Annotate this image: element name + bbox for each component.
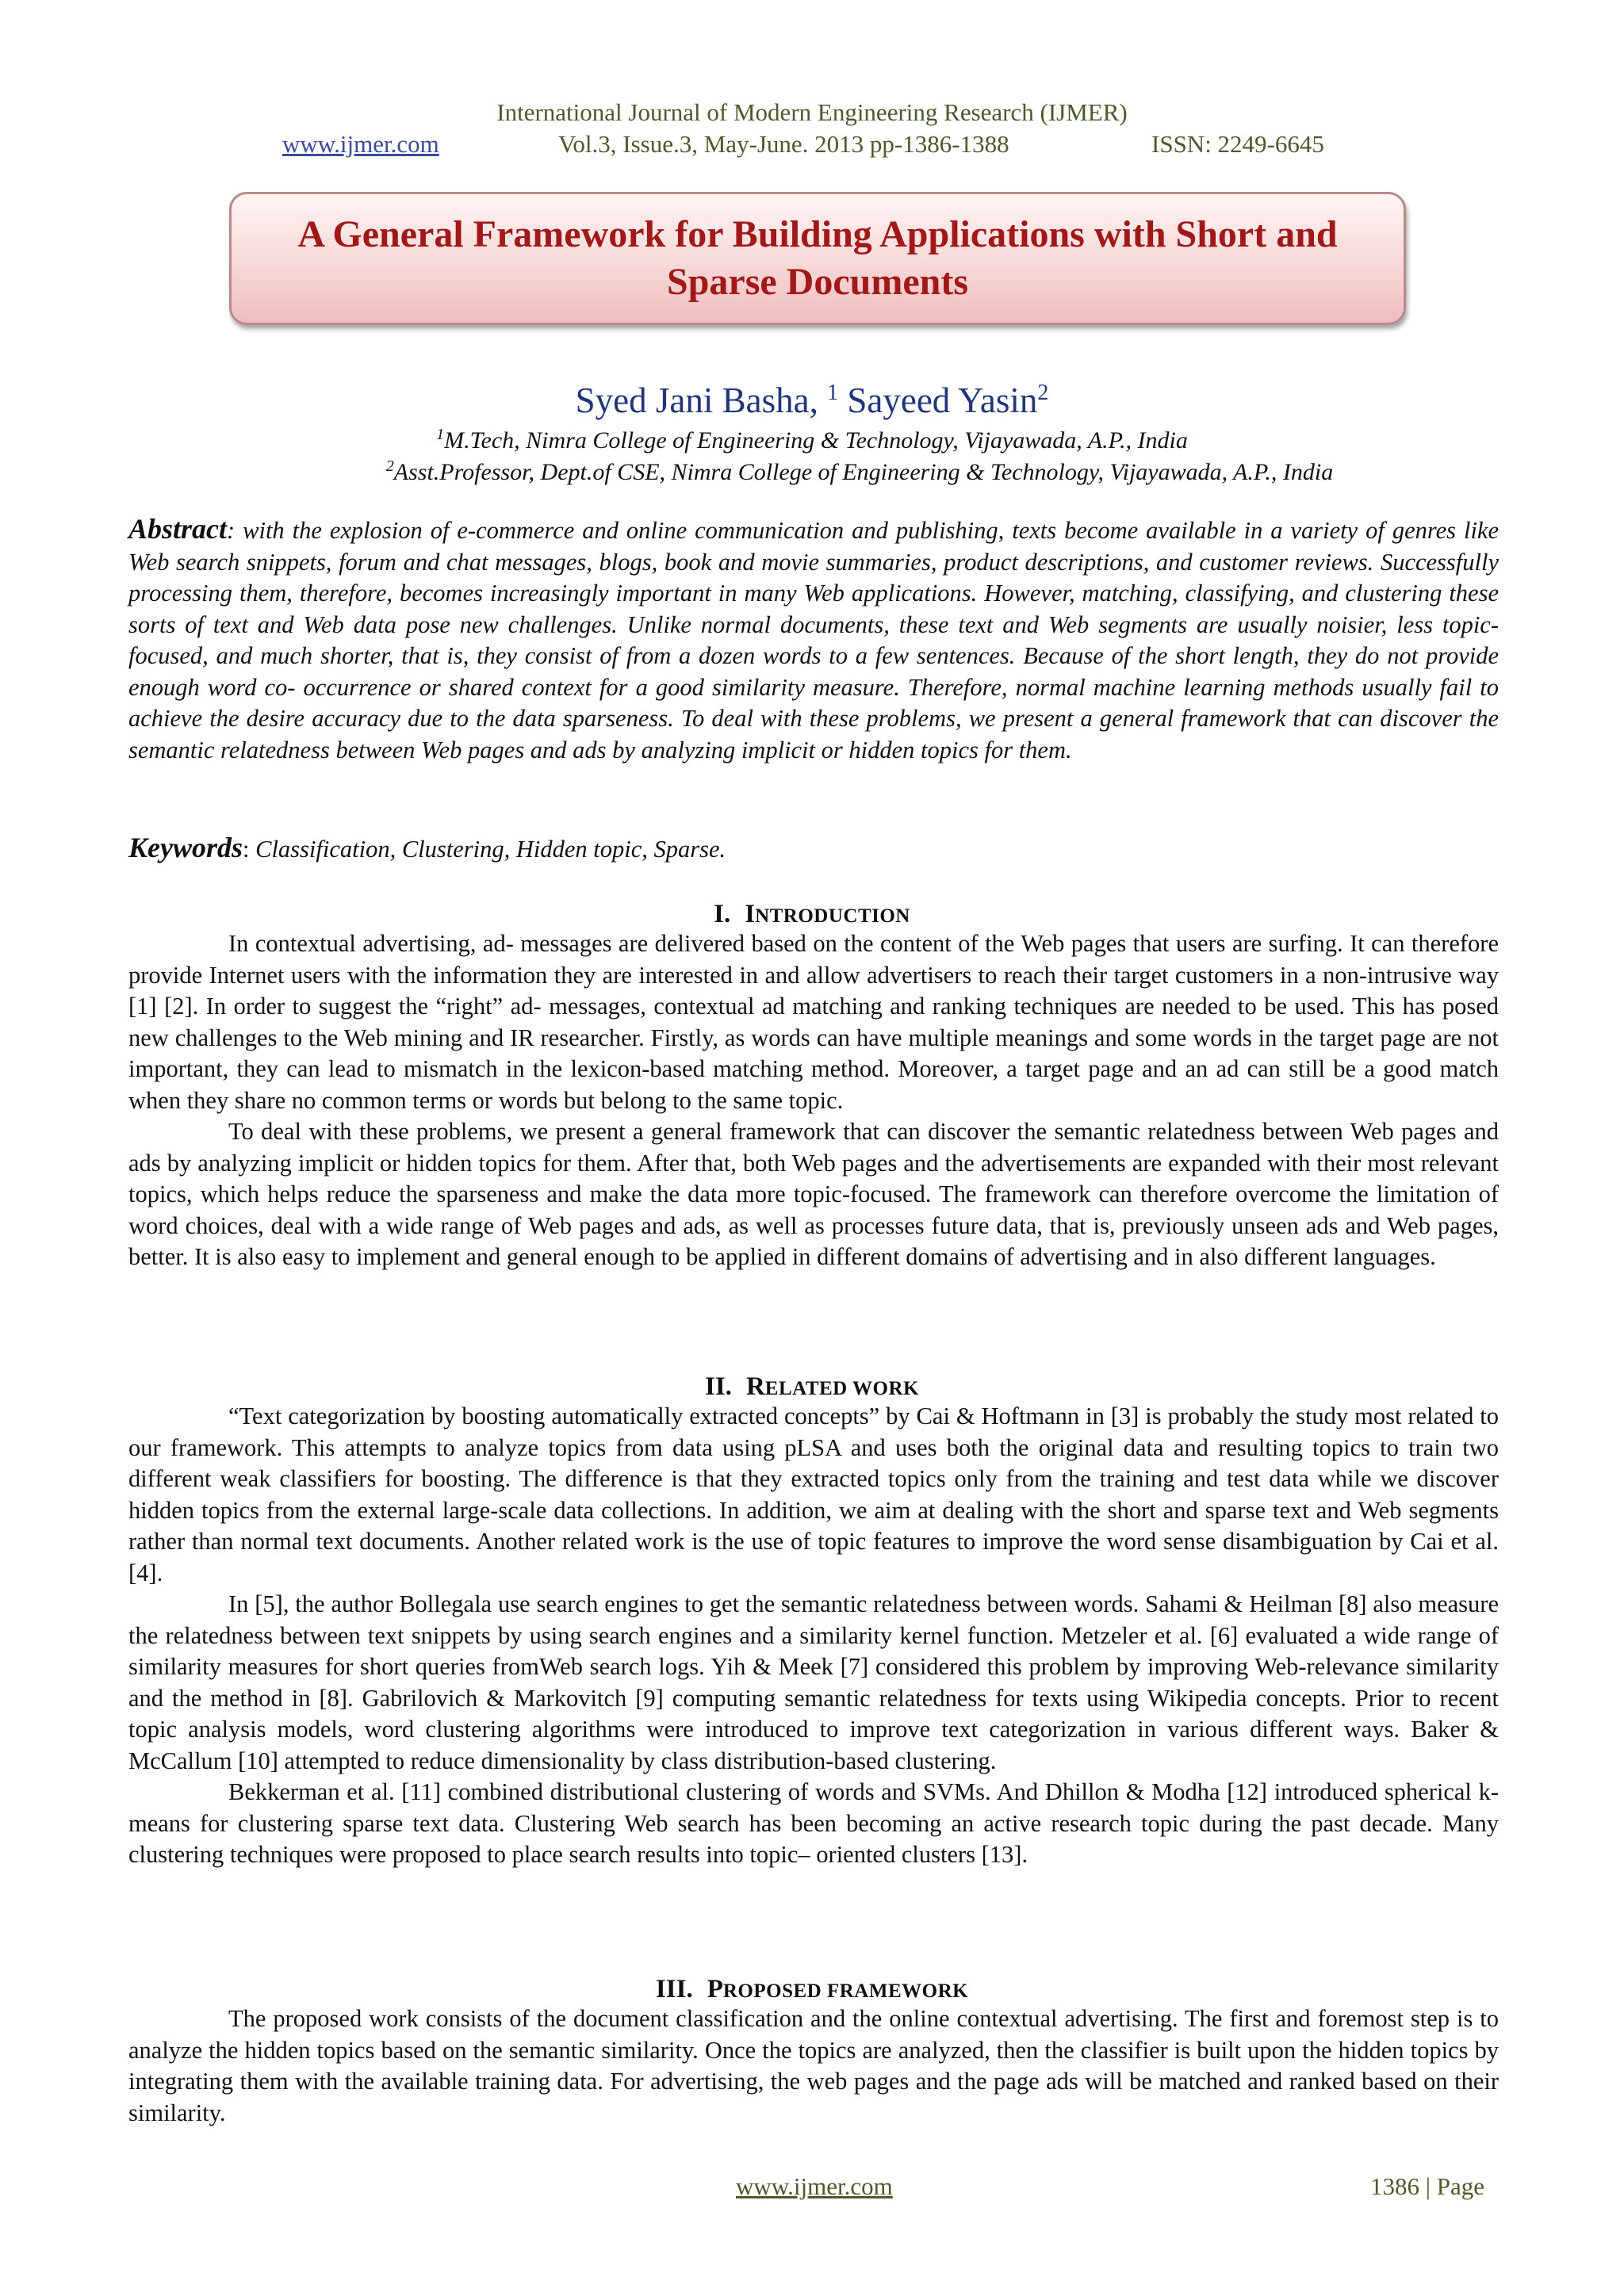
abstract-label: Abstract: [128, 513, 228, 545]
abstract: [128, 514, 1499, 766]
journal-name: International Journal of Modern Engineering Research (IJMER): [496, 98, 1128, 126]
paper-title: A General Framework for Building Applications with Short and Sparse Documents: [297, 213, 1338, 303]
section-number: I.: [714, 900, 731, 928]
affiliation-2-text: Asst.Professor, Dept.of CSE, Nimra College of Engineering & Technology, Vijayawada, A.P., India: [393, 459, 1334, 485]
keywords: [128, 832, 1499, 866]
author-1: Syed Jani Basha,: [575, 381, 818, 420]
author-2: Sayeed Yasin: [847, 381, 1038, 420]
section-number: II.: [705, 1372, 732, 1401]
section-heading-introduction: [0, 899, 1624, 932]
section-title-rest: ROPOSED FRAMEWORK: [722, 1980, 969, 2002]
affiliation-2-mark: 2: [385, 457, 394, 475]
author-2-mark: 2: [1037, 381, 1049, 405]
journal-volume: Vol.3, Issue.3, May-June. 2013 pp-1386-1388: [558, 130, 1009, 158]
section-title-initial: R: [745, 1372, 765, 1401]
paragraph: Bekkerman et al. [11] combined distributional clustering of words and SVMs. And Dhillon & Modha [12] introduced spherical k-means for clustering sparse text data. Clustering Web search has been becoming an active research topic during the past decade. Many clustering techniques were proposed to place search results into topic– oriented clusters [13].: [128, 1778, 1499, 1868]
author-1-mark: 1: [827, 381, 839, 405]
affiliation-1-mark: 1: [436, 426, 445, 443]
author-line: [0, 371, 1624, 423]
title-box: [229, 192, 1406, 325]
paragraph: To deal with these problems, we present a general framework that can discover the semantic relatedness between Web pages and ads by analyzing implicit or hidden topics for them. After that, both Web pages and the advertisements are expanded with their most relevant topics, which helps reduce the sparseness and make the data more topic-focused. The framework can therefore overcome the limitation of word choices, deal with a wide range of Web pages and ads, as well as processes future data, that is, previously unseen ads and Web pages, better. It is also easy to implement and general enough to be applied in different domains of advertising and in also different languages.: [128, 1118, 1499, 1270]
section-body-proposed-framework: [128, 2003, 1499, 2129]
keywords-separator: :: [243, 836, 256, 863]
keywords-text: Classification, Clustering, Hidden topic, Sparse.: [255, 836, 726, 863]
section-title-rest: NTRODUCTION: [755, 905, 910, 927]
footer-page-number: 1386 | Page: [1370, 2172, 1484, 2200]
section-heading-related-work: [0, 1372, 1624, 1404]
journal-meta: [0, 128, 1624, 160]
running-header: [0, 97, 1624, 160]
journal-url-link[interactable]: www.ijmer.com: [282, 130, 439, 158]
keywords-label: Keywords: [128, 832, 243, 863]
section-heading-proposed-framework: [0, 1974, 1624, 2007]
journal-issn: ISSN: 2249-6645: [1151, 130, 1324, 158]
section-body-related-work: [128, 1401, 1499, 1871]
section-title-initial: P: [707, 1975, 723, 2003]
section-body-introduction: [128, 928, 1499, 1273]
section-title-initial: I: [745, 900, 756, 928]
paragraph: In contextual advertising, ad- messages are delivered based on the content of the Web pages that users are surfing. It can therefore provide Internet users with the information they are interested in and allow advertisers to reach their target customers in a non-intrusive way [1] [2]. In order to suggest the “right” ad- messages, contextual ad matching and ranking techniques are needed to be used. This has posed new challenges to the Web mining and IR researcher. Firstly, as words can have multiple meanings and some words in the target page are not important, they can lead to mismatch in the lexicon-based matching method. Moreover, a target page and an ad can still be a good match when they share no common terms or words but belong to the same topic.: [128, 930, 1499, 1114]
section-number: III.: [655, 1975, 693, 2003]
footer-url-link[interactable]: www.ijmer.com: [736, 2172, 893, 2200]
affiliation-1-text: M.Tech, Nimra College of Engineering & Technology, Vijayawada, A.P., India: [444, 427, 1188, 453]
affiliation-2: [0, 450, 1624, 488]
section-title-rest: ELATED WORK: [764, 1378, 919, 1399]
paragraph: “Text categorization by boosting automatically extracted concepts” by Cai & Hoftmann in [3] is probably the study most related to our framework. This attempts to analyze topics from data using pLSA and uses both the original data and resulting topics to train two different weak classifiers for boosting. The difference is that they extracted topics only from the training and test data while we discover hidden topics from the external large-scale data collections. In addition, we aim at dealing with the short and sparse text and Web segments rather than normal text documents. Another related work is the use of topic features to improve the word sense disambiguation by Cai et al. [4].: [128, 1402, 1499, 1586]
abstract-text: : with the explosion of e-commerce and online communication and publishing, texts become available in a variety of genres like Web search snippets, forum and chat messages, blogs, book and movie summaries, product descriptions, and customer reviews. Successfully processing them, therefore, becomes increasingly important in many Web applications. However, matching, classifying, and clustering these sorts of text and Web data pose new challenges. Unlike normal documents, these text and Web segments are usually noisier, less topic-focused, and much shorter, that is, they consist of from a dozen words to a few sentences. Because of the short length, they do not provide enough word co- occurrence or shared context for a good similarity measure. Therefore, normal machine learning methods usually fail to achieve the desire accuracy due to the data sparseness. To deal with these problems, we present a general framework that can discover the semantic relatedness between Web pages and ads by analyzing implicit or hidden topics for them.: [128, 517, 1499, 763]
paragraph: The proposed work consists of the document classification and the online contextual advertising. The first and foremost step is to analyze the hidden topics based on the semantic similarity. Once the topics are analyzed, then the classifier is built upon the hidden topics by integrating them with the available training data. For advertising, the web pages and the page ads will be matched and ranked based on their similarity.: [128, 2005, 1499, 2126]
paragraph: In [5], the author Bollegala use search engines to get the semantic relatedness between words. Sahami & Heilman [8] also measure the relatedness between text snippets by using search engines and a similarity kernel function. Metzeler et al. [6] evaluated a wide range of similarity measures for short queries fromWeb search logs. Yih & Meek [7] considered this problem by improving Web-relevance similarity and the method in [8]. Gabrilovich & Markovitch [9] computing semantic relatedness for texts using Wikipedia concepts. Prior to recent topic analysis models, word clustering algorithms were introduced to improve text categorization in various different ways. Baker & McCallum [10] attempted to reduce dimensionality by class distribution-based clustering.: [128, 1590, 1499, 1774]
